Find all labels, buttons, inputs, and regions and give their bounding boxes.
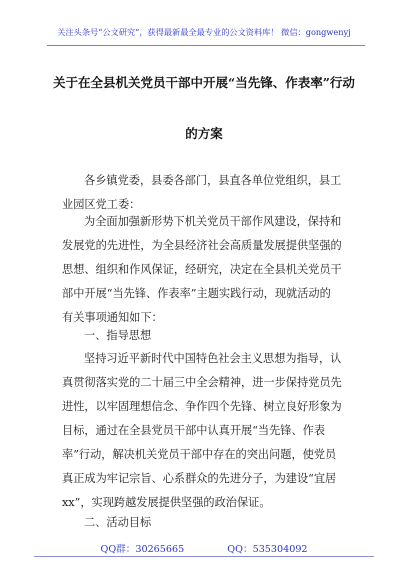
header-banner: 关注头条号“公文研究”，获得最新最全最专业的公文资料库！ 微信：gongwenyj [57, 27, 351, 37]
paragraph-line: 部中开展“当先锋、作表率”主题实践行动，现就活动的 [62, 287, 331, 300]
footer-qq: QQ：535304092 [227, 544, 308, 555]
paragraph-line: 思想、组织和作风保证，经研究，决定在全县机关党员干 [62, 263, 342, 276]
intro-paragraph [62, 210, 352, 330]
footer-contact [0, 541, 408, 555]
paragraph-line: 真正成为牢记宗旨、心系群众的先进分子，为建设“宜居 [62, 472, 337, 485]
section1-paragraph [62, 347, 352, 515]
document-title-line1: 关于在全县机关党员干部中开展“当先锋、作表率”行动 [53, 75, 355, 90]
header-divider [47, 45, 365, 46]
paragraph-line: 进性，以牢固理想信念、争作四个先锋、树立良好形象为 [62, 400, 342, 413]
addressee-line: 各乡镇党委，县委各部门，县直各单位党组织，县工 [84, 174, 342, 187]
document-title-line2: 的方案 [185, 126, 223, 141]
paragraph-line: 目标，通过在全县党员干部中认真开展“当先锋、作表 [62, 424, 326, 437]
footer-divider [34, 556, 374, 557]
addressee-line: 业园区党工委： [62, 198, 141, 211]
paragraph-line: xx”，实现跨越发展提供坚强的政治保证。 [62, 496, 271, 509]
paragraph-line: 发展党的先进性，为全县经济社会高质量发展提供坚强的 [62, 239, 342, 252]
section-heading-guiding-ideology: 一、指导思想 [84, 329, 152, 342]
section-heading-activity-goals: 二、活动目标 [84, 516, 152, 529]
footer-qq-group: QQ群：30265665 [100, 544, 185, 555]
paragraph-line: 坚持习近平新时代中国特色社会主义思想为指导，认 [84, 352, 342, 365]
paragraph-line: 率”行动，解决机关党员干部中存在的突出问题，使党员 [62, 448, 337, 461]
paragraph-line: 有关事项通知如下： [62, 311, 163, 324]
paragraph-line: 为全面加强新形势下机关党员干部作风建设，保持和 [84, 215, 342, 228]
paragraph-line: 真贯彻落实党的二十届三中全会精神，进一步保持党员先 [62, 376, 342, 389]
